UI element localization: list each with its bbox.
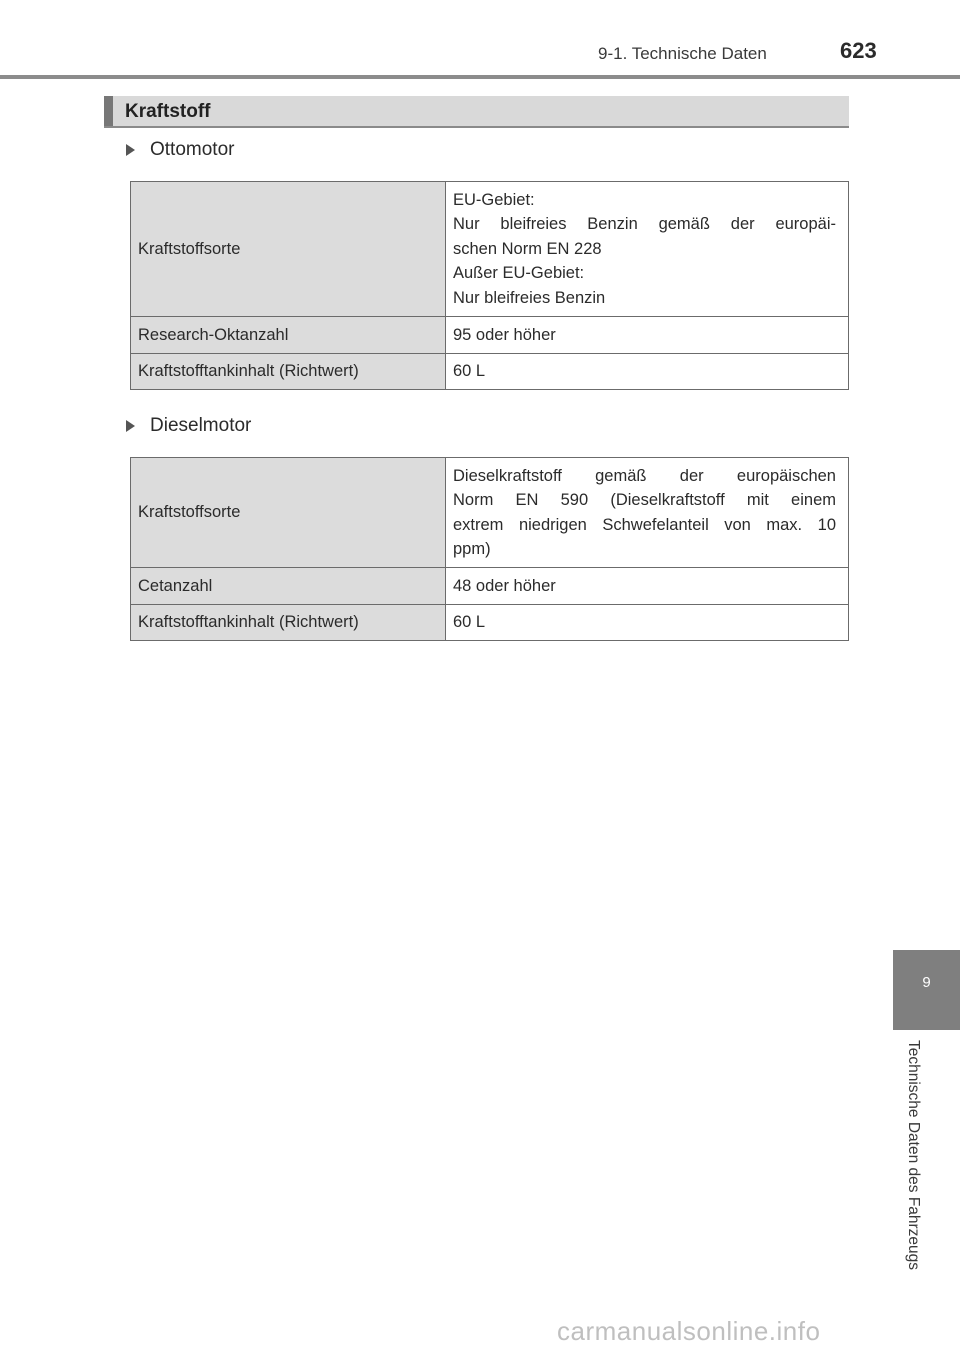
value-line: Norm EN 590 (Dieselkraftstoff mit einem (453, 491, 836, 509)
header-section-title: 9-1. Technische Daten (598, 44, 767, 63)
row-label: Research-Oktanzahl (131, 317, 446, 354)
value-line: Nur bleifreies Benzin gemäß der europäi- (453, 215, 836, 234)
row-value: 60 L (446, 605, 849, 641)
page-number: 623 (840, 38, 877, 63)
diesel-heading (126, 415, 251, 437)
row-label: Kraftstoffsorte (131, 182, 446, 317)
row-value: 60 L (446, 354, 849, 390)
row-value: 48 oder höher (446, 568, 849, 605)
diesel-heading-label: Dieselmotor (150, 415, 252, 436)
table-row (131, 354, 849, 390)
table-row (131, 458, 849, 568)
gasoline-spec-table (130, 181, 849, 390)
row-value: 95 oder höher (446, 317, 849, 354)
value-line: schen Norm EN 228 (453, 239, 602, 258)
table-row (131, 568, 849, 605)
value-line: Dieselkraftstoff gemäß der europäischen (453, 466, 836, 485)
row-value (446, 182, 849, 317)
chapter-tab[interactable] (893, 950, 960, 1030)
gasoline-heading (126, 139, 234, 161)
row-label: Cetanzahl (131, 568, 446, 605)
row-value (446, 458, 849, 568)
section-heading-bar (104, 96, 849, 128)
section-title: Kraftstoff (125, 101, 211, 122)
row-label: Kraftstofftankinhalt (Richtwert) (131, 605, 446, 641)
triangle-bullet-icon (126, 144, 135, 156)
chapter-number: 9 (922, 974, 931, 991)
chapter-title-vertical: Technische Daten des Fahrzeugs (905, 1040, 922, 1271)
watermark: carmanualsonline.info (557, 1316, 821, 1346)
table-row (131, 605, 849, 641)
table-row (131, 317, 849, 354)
value-line: Nur bleifreies Benzin (453, 288, 606, 307)
value-line: extrem niedrigen Schwefelanteil von max. 10 (453, 515, 836, 534)
diesel-spec-table (130, 457, 849, 641)
header-rule (0, 75, 960, 79)
value-line: ppm) (453, 540, 491, 558)
triangle-bullet-icon (126, 420, 135, 432)
row-label: Kraftstofftankinhalt (Richtwert) (131, 354, 446, 390)
row-label: Kraftstoffsorte (131, 458, 446, 568)
gasoline-heading-label: Ottomotor (150, 139, 235, 160)
value-line: EU-Gebiet: (453, 190, 535, 209)
value-line: Außer EU-Gebiet: (453, 264, 585, 283)
section-accent (104, 96, 113, 126)
table-row (131, 182, 849, 317)
